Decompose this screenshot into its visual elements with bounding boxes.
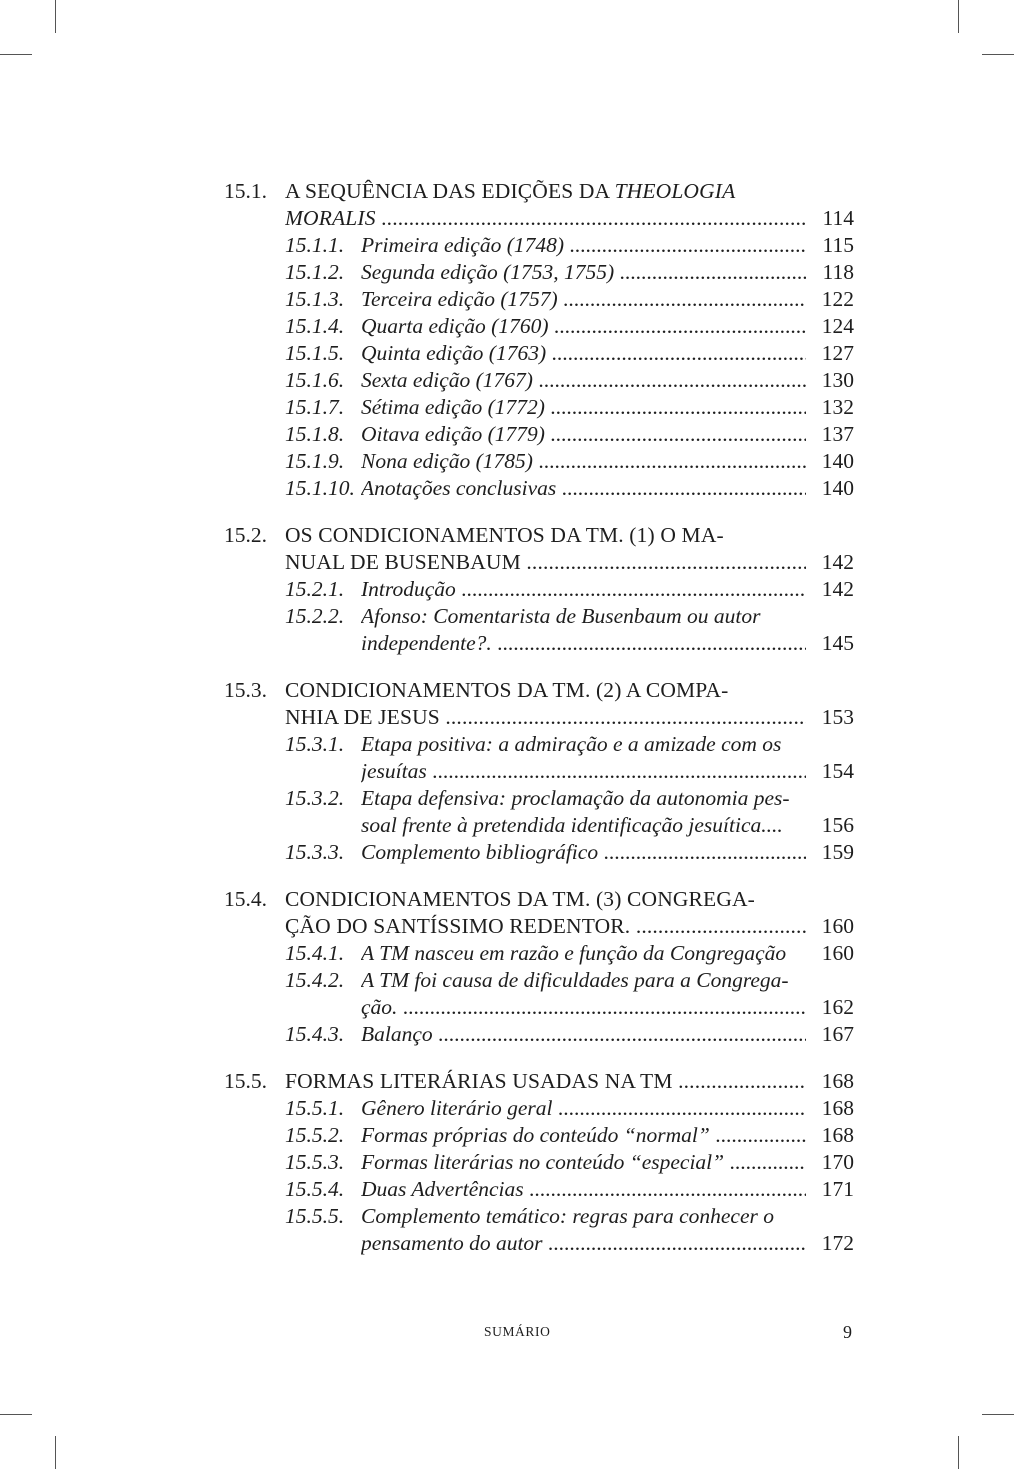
subsection-number: 15.4.2. <box>285 968 345 992</box>
page-ref: 160 <box>821 914 854 938</box>
toc-entry-line <box>224 677 856 704</box>
toc-subentry-line <box>224 576 856 603</box>
section-title: NUAL DE BUSENBAUM ..... <box>285 549 806 576</box>
page-ref: 156 <box>821 813 854 837</box>
page-footer <box>0 1322 1014 1346</box>
page-ref: 154 <box>821 759 854 783</box>
crop-mark <box>0 54 32 55</box>
subsection-title: Complemento bibliográfico ..... <box>361 839 806 866</box>
toc-subentry-line <box>224 232 856 259</box>
subsection-title: A TM foi causa de dificuldades para a Congrega- <box>361 968 789 992</box>
crop-mark <box>982 1414 1014 1415</box>
subsection-title: Anotações conclusivas ..... <box>361 475 806 502</box>
subsection-number: 15.5.4. <box>285 1177 345 1201</box>
section-title <box>285 205 806 232</box>
subsection-title: ção. ..... <box>361 994 806 1021</box>
toc-entry-line <box>224 886 856 913</box>
crop-mark <box>982 54 1014 55</box>
toc-section <box>224 886 856 1048</box>
subsection-title: Etapa defensiva: proclamação da autonomia pes- <box>361 786 790 810</box>
subsection-title: Segunda edição (1753, 1755) ..... <box>361 259 806 286</box>
section-number: 15.5. <box>224 1069 267 1093</box>
toc-entry-line <box>224 205 856 232</box>
toc-subentry-line <box>224 1149 856 1176</box>
page-ref: 132 <box>821 395 854 419</box>
page-ref: 142 <box>821 577 854 601</box>
page-ref: 137 <box>821 422 854 446</box>
page-ref: 118 <box>822 260 854 284</box>
section-spacer <box>224 657 856 677</box>
subsection-title: Duas Advertências ..... <box>361 1176 806 1203</box>
subsection-title: jesuítas ..... <box>361 758 806 785</box>
subsection-number: 15.5.3. <box>285 1150 345 1174</box>
subsection-number: 15.5.2. <box>285 1123 345 1147</box>
page-ref: 168 <box>821 1123 854 1147</box>
page-ref: 162 <box>821 995 854 1019</box>
crop-mark <box>958 0 959 33</box>
toc-subentry-line <box>224 367 856 394</box>
subsection-title: soal frente à pretendida identificação jesuítica.... <box>361 813 783 837</box>
toc-entry-line <box>224 549 856 576</box>
toc-subentry-line <box>224 785 856 812</box>
toc-section <box>224 178 856 502</box>
toc-subentry-line <box>224 630 856 657</box>
section-title: FORMAS LITERÁRIAS USADAS NA TM ..... <box>285 1068 806 1095</box>
page-ref: 153 <box>821 705 854 729</box>
crop-mark <box>55 1436 56 1469</box>
subsection-title: Afonso: Comentarista de Busenbaum ou autor <box>361 604 761 628</box>
subsection-title: Complemento temático: regras para conhecer o <box>361 1204 774 1228</box>
toc-subentry-line <box>224 286 856 313</box>
crop-mark <box>0 1414 32 1415</box>
subsection-number: 15.1.9. <box>285 449 345 473</box>
subsection-title: Gênero literário geral ..... <box>361 1095 806 1122</box>
page-ref: 140 <box>821 476 854 500</box>
subsection-number: 15.1.5. <box>285 341 345 365</box>
subsection-number: 15.4.1. <box>285 941 345 965</box>
page-ref: 145 <box>821 631 854 655</box>
book-title-italic: THEOLOGIA <box>614 179 736 203</box>
section-number: 15.4. <box>224 887 267 911</box>
toc-subentry-line <box>224 448 856 475</box>
page-ref: 172 <box>821 1231 854 1255</box>
subsection-title: Sexta edição (1767) ..... <box>361 367 806 394</box>
subsection-title: A TM nasceu em razão e função da Congregação <box>361 941 787 965</box>
subsection-number: 15.5.5. <box>285 1204 345 1228</box>
section-number: 15.1. <box>224 179 267 203</box>
subsection-title: Primeira edição (1748) ..... <box>361 232 806 259</box>
page-ref: 115 <box>822 233 854 257</box>
subsection-number: 15.1.8. <box>285 422 345 446</box>
toc-subentry-line <box>224 1230 856 1257</box>
subsection-title: Terceira edição (1757) ..... <box>361 286 806 313</box>
toc-subentry-line <box>224 1203 856 1230</box>
subsection-number: 15.2.1. <box>285 577 345 601</box>
toc-entry-line <box>224 178 856 205</box>
subsection-title: Introdução ..... <box>361 576 806 603</box>
page-ref: 142 <box>821 550 854 574</box>
toc-subentry-line <box>224 1095 856 1122</box>
page-ref: 168 <box>821 1096 854 1120</box>
page-ref: 140 <box>821 449 854 473</box>
page-ref: 130 <box>821 368 854 392</box>
section-number: 15.2. <box>224 523 267 547</box>
toc-subentry-line <box>224 421 856 448</box>
toc-subentry-line <box>224 758 856 785</box>
subsection-title: Balanço ..... <box>361 1021 806 1048</box>
toc-entry-line <box>224 913 856 940</box>
subsection-title: Quarta edição (1760) ..... <box>361 313 806 340</box>
toc-subentry-line <box>224 812 856 839</box>
page-ref: 170 <box>821 1150 854 1174</box>
page-number: 9 <box>843 1322 852 1342</box>
section-title: CONDICIONAMENTOS DA TM. (3) CONGREGA- <box>285 887 755 911</box>
subsection-title: Formas literárias no conteúdo “especial” ..... <box>361 1149 806 1176</box>
subsection-title: Formas próprias do conteúdo “normal” ..... <box>361 1122 806 1149</box>
page-ref: 159 <box>821 840 854 864</box>
subsection-number: 15.1.1. <box>285 233 345 257</box>
page-ref: 114 <box>822 206 854 230</box>
page-ref: 122 <box>821 287 854 311</box>
page-ref: 167 <box>821 1022 854 1046</box>
subsection-number: 15.1.6. <box>285 368 345 392</box>
page-ref: 160 <box>821 941 854 965</box>
toc-subentry-line <box>224 731 856 758</box>
toc-subentry-line <box>224 1021 856 1048</box>
toc-subentry-line <box>224 967 856 994</box>
page-ref: 171 <box>821 1177 854 1201</box>
subsection-number: 15.1.10. <box>285 476 355 500</box>
page-ref: 124 <box>821 314 854 338</box>
subsection-number: 15.2.2. <box>285 604 345 628</box>
toc-subentry-line <box>224 1176 856 1203</box>
toc-subentry-line <box>224 313 856 340</box>
toc-subentry-line <box>224 475 856 502</box>
crop-mark <box>958 1436 959 1469</box>
section-title: CONDICIONAMENTOS DA TM. (2) A COMPA- <box>285 678 729 702</box>
subsection-title: Quinta edição (1763) ..... <box>361 340 806 367</box>
subsection-number: 15.1.2. <box>285 260 345 284</box>
section-spacer <box>224 1048 856 1068</box>
subsection-number: 15.1.3. <box>285 287 345 311</box>
subsection-title: Nona edição (1785) ..... <box>361 448 806 475</box>
toc-subentry-line <box>224 940 856 967</box>
toc-subentry-line <box>224 603 856 630</box>
page-ref: 168 <box>821 1069 854 1093</box>
section-number: 15.3. <box>224 678 267 702</box>
running-head: SUMÁRIO <box>484 1324 551 1339</box>
toc-entry-line <box>224 522 856 549</box>
subsection-title: pensamento do autor ..... <box>361 1230 806 1257</box>
subsection-number: 15.3.1. <box>285 732 345 756</box>
subsection-number: 15.5.1. <box>285 1096 345 1120</box>
section-title: NHIA DE JESUS ..... <box>285 704 806 731</box>
subsection-title: Sétima edição (1772) ..... <box>361 394 806 421</box>
toc-section <box>224 677 856 866</box>
section-title: OS CONDICIONAMENTOS DA TM. (1) O MA- <box>285 523 724 547</box>
subsection-number: 15.4.3. <box>285 1022 345 1046</box>
toc-subentry-line <box>224 1122 856 1149</box>
toc-subentry-line <box>224 340 856 367</box>
section-spacer <box>224 502 856 522</box>
toc-entry-line <box>224 704 856 731</box>
table-of-contents <box>224 178 856 1257</box>
crop-mark <box>55 0 56 33</box>
toc-subentry-line <box>224 259 856 286</box>
toc-subentry-line <box>224 839 856 866</box>
page-ref: 127 <box>821 341 854 365</box>
subsection-title: Etapa positiva: a admiração e a amizade com os <box>361 732 782 756</box>
subsection-title: Oitava edição (1779) ..... <box>361 421 806 448</box>
toc-section <box>224 1068 856 1257</box>
toc-entry-line <box>224 1068 856 1095</box>
section-title: ÇÃO DO SANTÍSSIMO REDENTOR. ..... <box>285 913 806 940</box>
subsection-number: 15.3.2. <box>285 786 345 810</box>
section-title: A SEQUÊNCIA DAS EDIÇÕES DA THEOLOGIA <box>285 179 736 203</box>
subsection-number: 15.3.3. <box>285 840 345 864</box>
subsection-number: 15.1.4. <box>285 314 345 338</box>
subsection-number: 15.1.7. <box>285 395 345 419</box>
toc-section <box>224 522 856 657</box>
toc-subentry-line <box>224 394 856 421</box>
section-spacer <box>224 866 856 886</box>
subsection-title: independente?. ..... <box>361 630 806 657</box>
toc-subentry-line <box>224 994 856 1021</box>
book-title-italic: MORALIS <box>285 206 376 230</box>
